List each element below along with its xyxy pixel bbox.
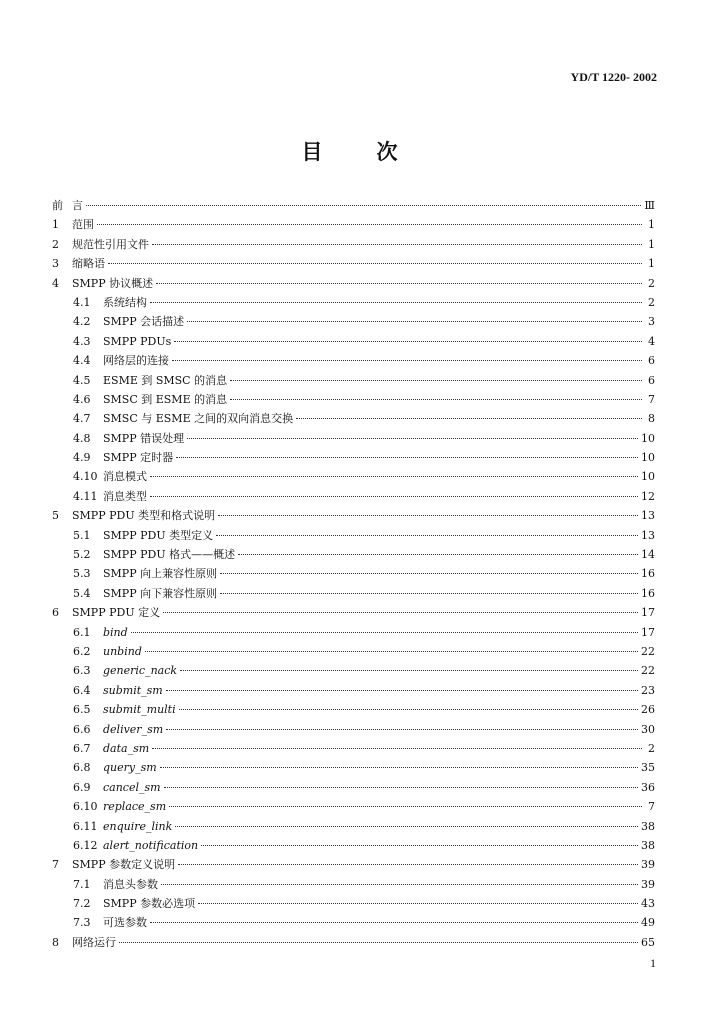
toc-dot-leader [164,787,638,788]
toc-entry-title: data_sm [103,741,150,755]
toc-entry-number: 1 [52,218,59,232]
toc-entry-page: 7 [648,392,655,406]
toc-entry-page: 10 [641,451,655,465]
toc-dot-leader [220,573,638,574]
toc-entry-title: SMPP 会话描述 [103,315,185,329]
toc-dot-leader [175,826,638,827]
toc-dot-leader [169,806,642,807]
toc-entry-title: 范围 [72,218,94,232]
toc-entry-page: 36 [641,780,655,794]
toc-dot-leader [198,903,638,904]
toc-entry-page: 17 [641,625,655,639]
toc-entry-page: 1 [648,257,655,271]
toc-entry-title: SMPP 错误处理 [103,431,185,445]
toc-dot-leader [150,496,638,497]
toc-entry[interactable] [52,429,655,448]
toc-entry-title: SMSC 到 ESME 的消息 [103,392,228,406]
toc-entry-page: 2 [648,295,655,309]
toc-entry-title: SMPP PDU 类型和格式说明 [72,509,216,523]
document-code: YD/T 1220- 2002 [570,70,657,84]
toc-entry[interactable] [52,487,655,506]
toc-dot-leader [172,360,642,361]
toc-entry-title: 消息头参数 [103,877,158,891]
toc-dot-leader [296,418,642,419]
toc-entry-page: 30 [641,722,655,736]
toc-entry-title: SMPP 参数必选项 [103,897,196,911]
toc-entry-number: 4.8 [73,431,91,445]
toc-entry[interactable] [52,371,655,390]
toc-entry[interactable] [52,700,655,719]
toc-entry-number: 6.8 [73,761,91,775]
toc-entry-page: 43 [641,897,655,911]
toc-entry-number: 4.4 [73,354,91,368]
toc-entry-page: 4 [648,334,655,348]
toc-entry-page: 13 [641,528,655,542]
toc-entry-number: 7.3 [73,916,91,930]
toc-dot-leader [108,263,642,264]
toc-entry-number: 7.2 [73,897,91,911]
toc-entry-number: 6.11 [73,819,98,833]
toc-entry-number: 4.6 [73,392,91,406]
toc-dot-leader [145,651,638,652]
toc-entry[interactable] [52,448,655,467]
toc-entry[interactable] [52,817,655,836]
toc-entry-title: query_sm [103,761,157,775]
toc-entry-number: 6 [52,606,59,620]
toc-entry[interactable] [52,526,655,545]
toc-entry-title: SMPP 协议概述 [72,276,154,290]
toc-dot-leader [86,205,641,206]
toc-entry-page: 12 [641,489,655,503]
toc-dot-leader [216,535,638,536]
title-char-2: 次 [376,139,400,164]
toc-entry-page: 39 [641,877,655,891]
toc-entry-title: SMPP PDU 类型定义 [103,528,214,542]
toc-entry-title: 言 [72,199,83,212]
toc-dot-leader [179,709,638,710]
toc-entry-number: 5.3 [73,567,91,581]
toc-entry-page: 8 [648,412,655,426]
toc-entry-page: 39 [641,858,655,872]
toc-entry-number: 6.12 [73,838,98,852]
toc-dot-leader [201,845,638,846]
toc-entry-page: 3 [648,315,655,329]
toc-entry-number: 6.1 [73,625,91,639]
toc-entry[interactable] [52,913,655,932]
toc-dot-leader [166,729,638,730]
toc-dot-leader [166,690,638,691]
toc-dot-leader [150,302,642,303]
toc-dot-leader [152,244,642,245]
toc-entry[interactable] [52,390,655,409]
toc-dot-leader [152,748,642,749]
toc-entry-number: 5.2 [73,548,91,562]
toc-entry-number: 5 [52,509,59,523]
toc-entry[interactable] [52,564,655,583]
toc-entry-title: 网络运行 [72,935,116,949]
toc-entry-title: replace_sm [103,800,167,814]
toc-entry[interactable] [52,758,655,777]
toc-entry[interactable] [52,312,655,331]
toc-entry-title: ESME 到 SMSC 的消息 [103,373,228,387]
toc-entry[interactable] [52,681,655,700]
toc-entry-title: SMPP PDUs [103,334,172,348]
toc-entry[interactable] [52,661,655,680]
toc-entry-page: 7 [648,800,655,814]
toc-entry-number: 4 [52,276,59,290]
toc-entry-title: deliver_sm [103,722,164,736]
toc-entry[interactable] [52,506,655,525]
toc-entry[interactable] [52,933,655,952]
toc-dot-leader [160,767,638,768]
toc-entry-number: 6.6 [73,722,91,736]
toc-entry-page: 14 [641,548,655,562]
toc-entry-number: 7 [52,858,59,872]
toc-entry[interactable] [52,196,655,215]
toc-dot-leader [230,380,642,381]
toc-entry-number: 3 [52,257,59,271]
page-number: 1 [650,956,656,970]
toc-entry-title: 消息模式 [103,470,147,484]
toc-entry-page: 38 [641,819,655,833]
toc-entry[interactable] [52,855,655,874]
toc-entry-title: unbind [103,644,142,658]
toc-entry-page: 16 [641,586,655,600]
toc-entry[interactable] [52,603,655,622]
toc-dot-leader [97,224,642,225]
title-char-1: 目 [301,139,325,164]
toc-entry-title: 可选参数 [103,916,147,930]
toc-entry[interactable] [52,293,655,312]
toc-entry-title: 缩略语 [72,257,105,271]
toc-entry-title: SMPP PDU 格式——概述 [103,548,236,562]
toc-entry-number: 6.10 [73,800,98,814]
toc-entry-page: 2 [648,276,655,290]
toc-entry-title: SMSC 与 ESME 之间的双向消息交换 [103,412,294,426]
toc-entry[interactable] [52,623,655,642]
toc-entry-number: 4.2 [73,315,91,329]
toc-dot-leader [176,457,638,458]
toc-entry-page: 13 [641,509,655,523]
toc-entry-number: 6.4 [73,683,91,697]
toc-entry-page: 65 [641,935,655,949]
toc-entry[interactable] [52,235,655,254]
toc-entry-page: 10 [641,431,655,445]
toc-entry-title: cancel_sm [103,780,161,794]
toc-entry[interactable] [52,254,655,273]
toc-dot-leader [150,476,638,477]
toc-dot-leader [163,612,638,613]
toc-entry-title: SMPP 参数定义说明 [72,858,176,872]
toc-entry-title: SMPP PDU 定义 [72,606,161,620]
toc-entry-title: bind [103,625,128,639]
toc-entry[interactable] [52,409,655,428]
toc-entry-title: 消息类型 [103,489,147,503]
toc-dot-leader [218,515,638,516]
toc-entry-page: 26 [641,703,655,717]
toc-entry-number: 4.10 [73,470,98,484]
toc-entry-page: Ⅲ [644,199,655,212]
toc-entry-title: generic_nack [103,664,178,678]
toc-entry[interactable] [52,778,655,797]
toc-entry-title: SMPP 向上兼容性原则 [103,567,218,581]
toc-entry-title: enquire_link [103,819,173,833]
toc-dot-leader [238,554,638,555]
toc-entry-page: 1 [648,218,655,232]
toc-entry-page: 22 [641,644,655,658]
toc-entry[interactable] [52,739,655,758]
toc-entry-number: 前 [52,199,63,212]
toc-dot-leader [161,884,638,885]
toc-entry[interactable] [52,215,655,234]
toc-entry-number: 6.9 [73,780,91,794]
toc-entry-page: 16 [641,567,655,581]
toc-entry-page: 22 [641,664,655,678]
toc-entry[interactable] [52,332,655,351]
toc-entry[interactable] [52,875,655,894]
toc-entry-page: 1 [648,237,655,251]
toc-entry[interactable] [52,351,655,370]
toc-dot-leader [119,942,638,943]
page-title [0,136,701,166]
toc-dot-leader [187,438,638,439]
toc-entry-title: SMPP 定时器 [103,451,174,465]
toc-entry-page: 10 [641,470,655,484]
toc-entry-title: 系统结构 [103,295,147,309]
toc-entry-number: 4.11 [73,489,98,503]
toc-entry-number: 2 [52,237,59,251]
toc-entry[interactable] [52,894,655,913]
toc-dot-leader [230,399,642,400]
toc-entry-page: 6 [648,373,655,387]
toc-entry-title: SMPP 向下兼容性原则 [103,586,218,600]
toc-entry-number: 6.2 [73,644,91,658]
toc-entry-page: 38 [641,838,655,852]
toc-entry-number: 8 [52,935,59,949]
toc-entry-number: 4.5 [73,373,91,387]
toc-entry-title: 网络层的连接 [103,354,169,368]
toc-entry[interactable] [52,720,655,739]
toc-entry-title: submit_sm [103,683,163,697]
toc-entry-page: 49 [641,916,655,930]
toc-entry-page: 35 [641,761,655,775]
table-of-contents [52,196,655,952]
toc-dot-leader [180,670,638,671]
toc-dot-leader [220,593,638,594]
toc-entry[interactable] [52,797,655,816]
toc-entry-page: 6 [648,354,655,368]
toc-entry-title: alert_notification [103,838,199,852]
toc-entry-page: 17 [641,606,655,620]
toc-entry[interactable] [52,274,655,293]
toc-entry[interactable] [52,836,655,855]
toc-entry-number: 6.5 [73,703,91,717]
toc-entry-number: 6.7 [73,741,91,755]
toc-entry-title: submit_multi [103,703,176,717]
toc-entry-title: 规范性引用文件 [72,237,149,251]
toc-entry-number: 5.1 [73,528,91,542]
toc-dot-leader [131,632,638,633]
toc-entry[interactable] [52,642,655,661]
toc-entry[interactable] [52,467,655,486]
toc-dot-leader [156,283,642,284]
toc-entry-page: 2 [648,741,655,755]
toc-entry[interactable] [52,545,655,564]
toc-entry[interactable] [52,584,655,603]
toc-dot-leader [174,341,642,342]
toc-entry-number: 4.7 [73,412,91,426]
toc-dot-leader [187,321,642,322]
toc-entry-page: 23 [641,683,655,697]
toc-entry-number: 7.1 [73,877,91,891]
toc-entry-number: 5.4 [73,586,91,600]
toc-dot-leader [150,922,638,923]
toc-entry-number: 4.9 [73,451,91,465]
toc-entry-number: 4.3 [73,334,91,348]
toc-entry-number: 6.3 [73,664,91,678]
toc-entry-number: 4.1 [73,295,91,309]
toc-dot-leader [178,864,638,865]
